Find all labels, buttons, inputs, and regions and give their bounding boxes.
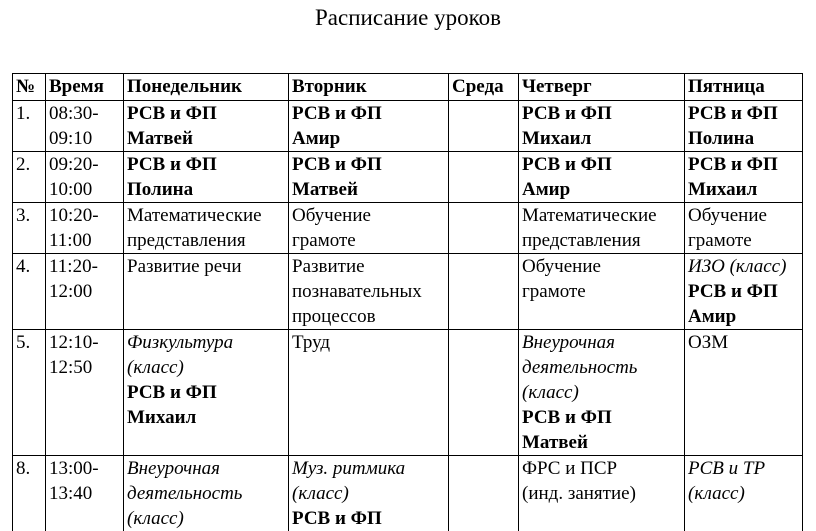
cell-friday	[685, 152, 803, 203]
cell-wednesday	[449, 203, 519, 254]
row-time	[46, 101, 124, 152]
cell-wednesday	[449, 254, 519, 330]
time-line: 10:00	[49, 177, 120, 202]
lesson-line: Развитие	[292, 254, 445, 279]
lesson-line: РСВ и ФП	[127, 152, 285, 177]
lesson-line: Математические	[127, 203, 285, 228]
lesson-line: Внеурочная	[522, 330, 681, 355]
row-number: 1.	[13, 101, 46, 152]
lesson-line: Математические	[522, 203, 681, 228]
row-number: 5.	[13, 330, 46, 456]
cell-tuesday	[289, 330, 449, 456]
header-time: Время	[46, 74, 124, 101]
lesson-line: Развитие речи	[127, 254, 285, 279]
cell-friday	[685, 456, 803, 531]
lesson-line: Матвей	[292, 177, 445, 202]
schedule-body	[13, 101, 803, 531]
lesson-line: процессов	[292, 304, 445, 329]
cell-monday	[124, 456, 289, 531]
cell-tuesday	[289, 152, 449, 203]
lesson-line: Михаил	[522, 126, 681, 151]
cell-friday	[685, 254, 803, 330]
lesson-line: Муз. ритмика	[292, 456, 445, 481]
lesson-line: (инд. занятие)	[522, 481, 681, 506]
header-wednesday: Среда	[449, 74, 519, 101]
lesson-line: Матвей	[522, 430, 681, 455]
cell-wednesday	[449, 101, 519, 152]
lesson-line: Полина	[688, 126, 799, 151]
lesson-line: ОЗМ	[688, 330, 799, 355]
lesson-line: ФРС и ПСР	[522, 456, 681, 481]
lesson-line: РСВ и ФП	[522, 152, 681, 177]
row-time	[46, 330, 124, 456]
header-number: №	[13, 74, 46, 101]
lesson-line: ИЗО (класс)	[688, 254, 799, 279]
lesson-line: деятельность	[522, 355, 681, 380]
lesson-line: Михаил	[688, 177, 799, 202]
time-line: 09:20-	[49, 152, 120, 177]
time-line: 08:30-	[49, 101, 120, 126]
row-time	[46, 456, 124, 531]
row-number: 8.	[13, 456, 46, 531]
cell-thursday	[519, 330, 685, 456]
lesson-line: представления	[522, 228, 681, 253]
lesson-line: РСВ и ФП	[688, 101, 799, 126]
header-tuesday: Вторник	[289, 74, 449, 101]
lesson-line: Внеурочная	[127, 456, 285, 481]
row-number: 3.	[13, 203, 46, 254]
lesson-line: РСВ и ФП	[292, 101, 445, 126]
table-row	[13, 254, 803, 330]
cell-friday	[685, 330, 803, 456]
cell-thursday	[519, 203, 685, 254]
time-line: 13:40	[49, 481, 120, 506]
lesson-line: деятельность	[127, 481, 285, 506]
time-line: 11:00	[49, 228, 120, 253]
lesson-line: (класс)	[292, 481, 445, 506]
header-thursday: Четверг	[519, 74, 685, 101]
lesson-line: РСВ и ФП	[688, 279, 799, 304]
cell-thursday	[519, 101, 685, 152]
cell-thursday	[519, 456, 685, 531]
time-line: 12:50	[49, 355, 120, 380]
lesson-line: грамоте	[292, 228, 445, 253]
table-row	[13, 101, 803, 152]
time-line: 11:20-	[49, 254, 120, 279]
time-line: 10:20-	[49, 203, 120, 228]
lesson-line: грамоте	[522, 279, 681, 304]
row-time	[46, 203, 124, 254]
cell-thursday	[519, 254, 685, 330]
cell-monday	[124, 254, 289, 330]
time-line: 12:00	[49, 279, 120, 304]
cell-monday	[124, 101, 289, 152]
lesson-line: РСВ и ФП	[522, 405, 681, 430]
cell-wednesday	[449, 152, 519, 203]
lesson-line: Обучение	[522, 254, 681, 279]
lesson-line: РСВ и ФП	[688, 152, 799, 177]
lesson-line: РСВ и ФП	[522, 101, 681, 126]
table-row	[13, 330, 803, 456]
row-time	[46, 254, 124, 330]
lesson-line: РСВ и ФП	[127, 101, 285, 126]
cell-friday	[685, 101, 803, 152]
lesson-line: Амир	[292, 126, 445, 151]
lesson-line: Амир	[688, 304, 799, 329]
lesson-line: познавательных	[292, 279, 445, 304]
header-friday: Пятница	[685, 74, 803, 101]
lesson-line: РСВ и ТР	[688, 456, 799, 481]
cell-wednesday	[449, 456, 519, 531]
lesson-line: (класс)	[127, 355, 285, 380]
cell-tuesday	[289, 101, 449, 152]
lesson-line: Полина	[127, 177, 285, 202]
table-row	[13, 456, 803, 531]
lesson-line: Михаил	[127, 405, 285, 430]
lesson-line: грамоте	[688, 228, 799, 253]
row-number: 2.	[13, 152, 46, 203]
lesson-line: Амир	[522, 177, 681, 202]
cell-tuesday	[289, 203, 449, 254]
lesson-line: (класс)	[127, 506, 285, 531]
lesson-line: Обучение	[292, 203, 445, 228]
table-row	[13, 203, 803, 254]
cell-friday	[685, 203, 803, 254]
cell-monday	[124, 330, 289, 456]
cell-wednesday	[449, 330, 519, 456]
row-time	[46, 152, 124, 203]
lesson-line: Физкультура	[127, 330, 285, 355]
header-row	[13, 74, 803, 101]
cell-tuesday	[289, 456, 449, 531]
lesson-line: представления	[127, 228, 285, 253]
time-line: 09:10	[49, 126, 120, 151]
lesson-line: РСВ и ФП	[127, 380, 285, 405]
lesson-line: Труд	[292, 330, 445, 355]
cell-tuesday	[289, 254, 449, 330]
cell-monday	[124, 152, 289, 203]
lesson-line: Обучение	[688, 203, 799, 228]
lesson-line: (класс)	[688, 481, 799, 506]
table-row	[13, 152, 803, 203]
lesson-line: Матвей	[127, 126, 285, 151]
lesson-line: (класс)	[522, 380, 681, 405]
time-line: 13:00-	[49, 456, 120, 481]
page-title: Расписание уроков	[0, 4, 816, 32]
lesson-line: РСВ и ФП	[292, 152, 445, 177]
cell-thursday	[519, 152, 685, 203]
header-monday: Понедельник	[124, 74, 289, 101]
lesson-line: РСВ и ФП	[292, 506, 445, 531]
cell-monday	[124, 203, 289, 254]
time-line: 12:10-	[49, 330, 120, 355]
row-number: 4.	[13, 254, 46, 330]
schedule-table	[12, 73, 803, 531]
